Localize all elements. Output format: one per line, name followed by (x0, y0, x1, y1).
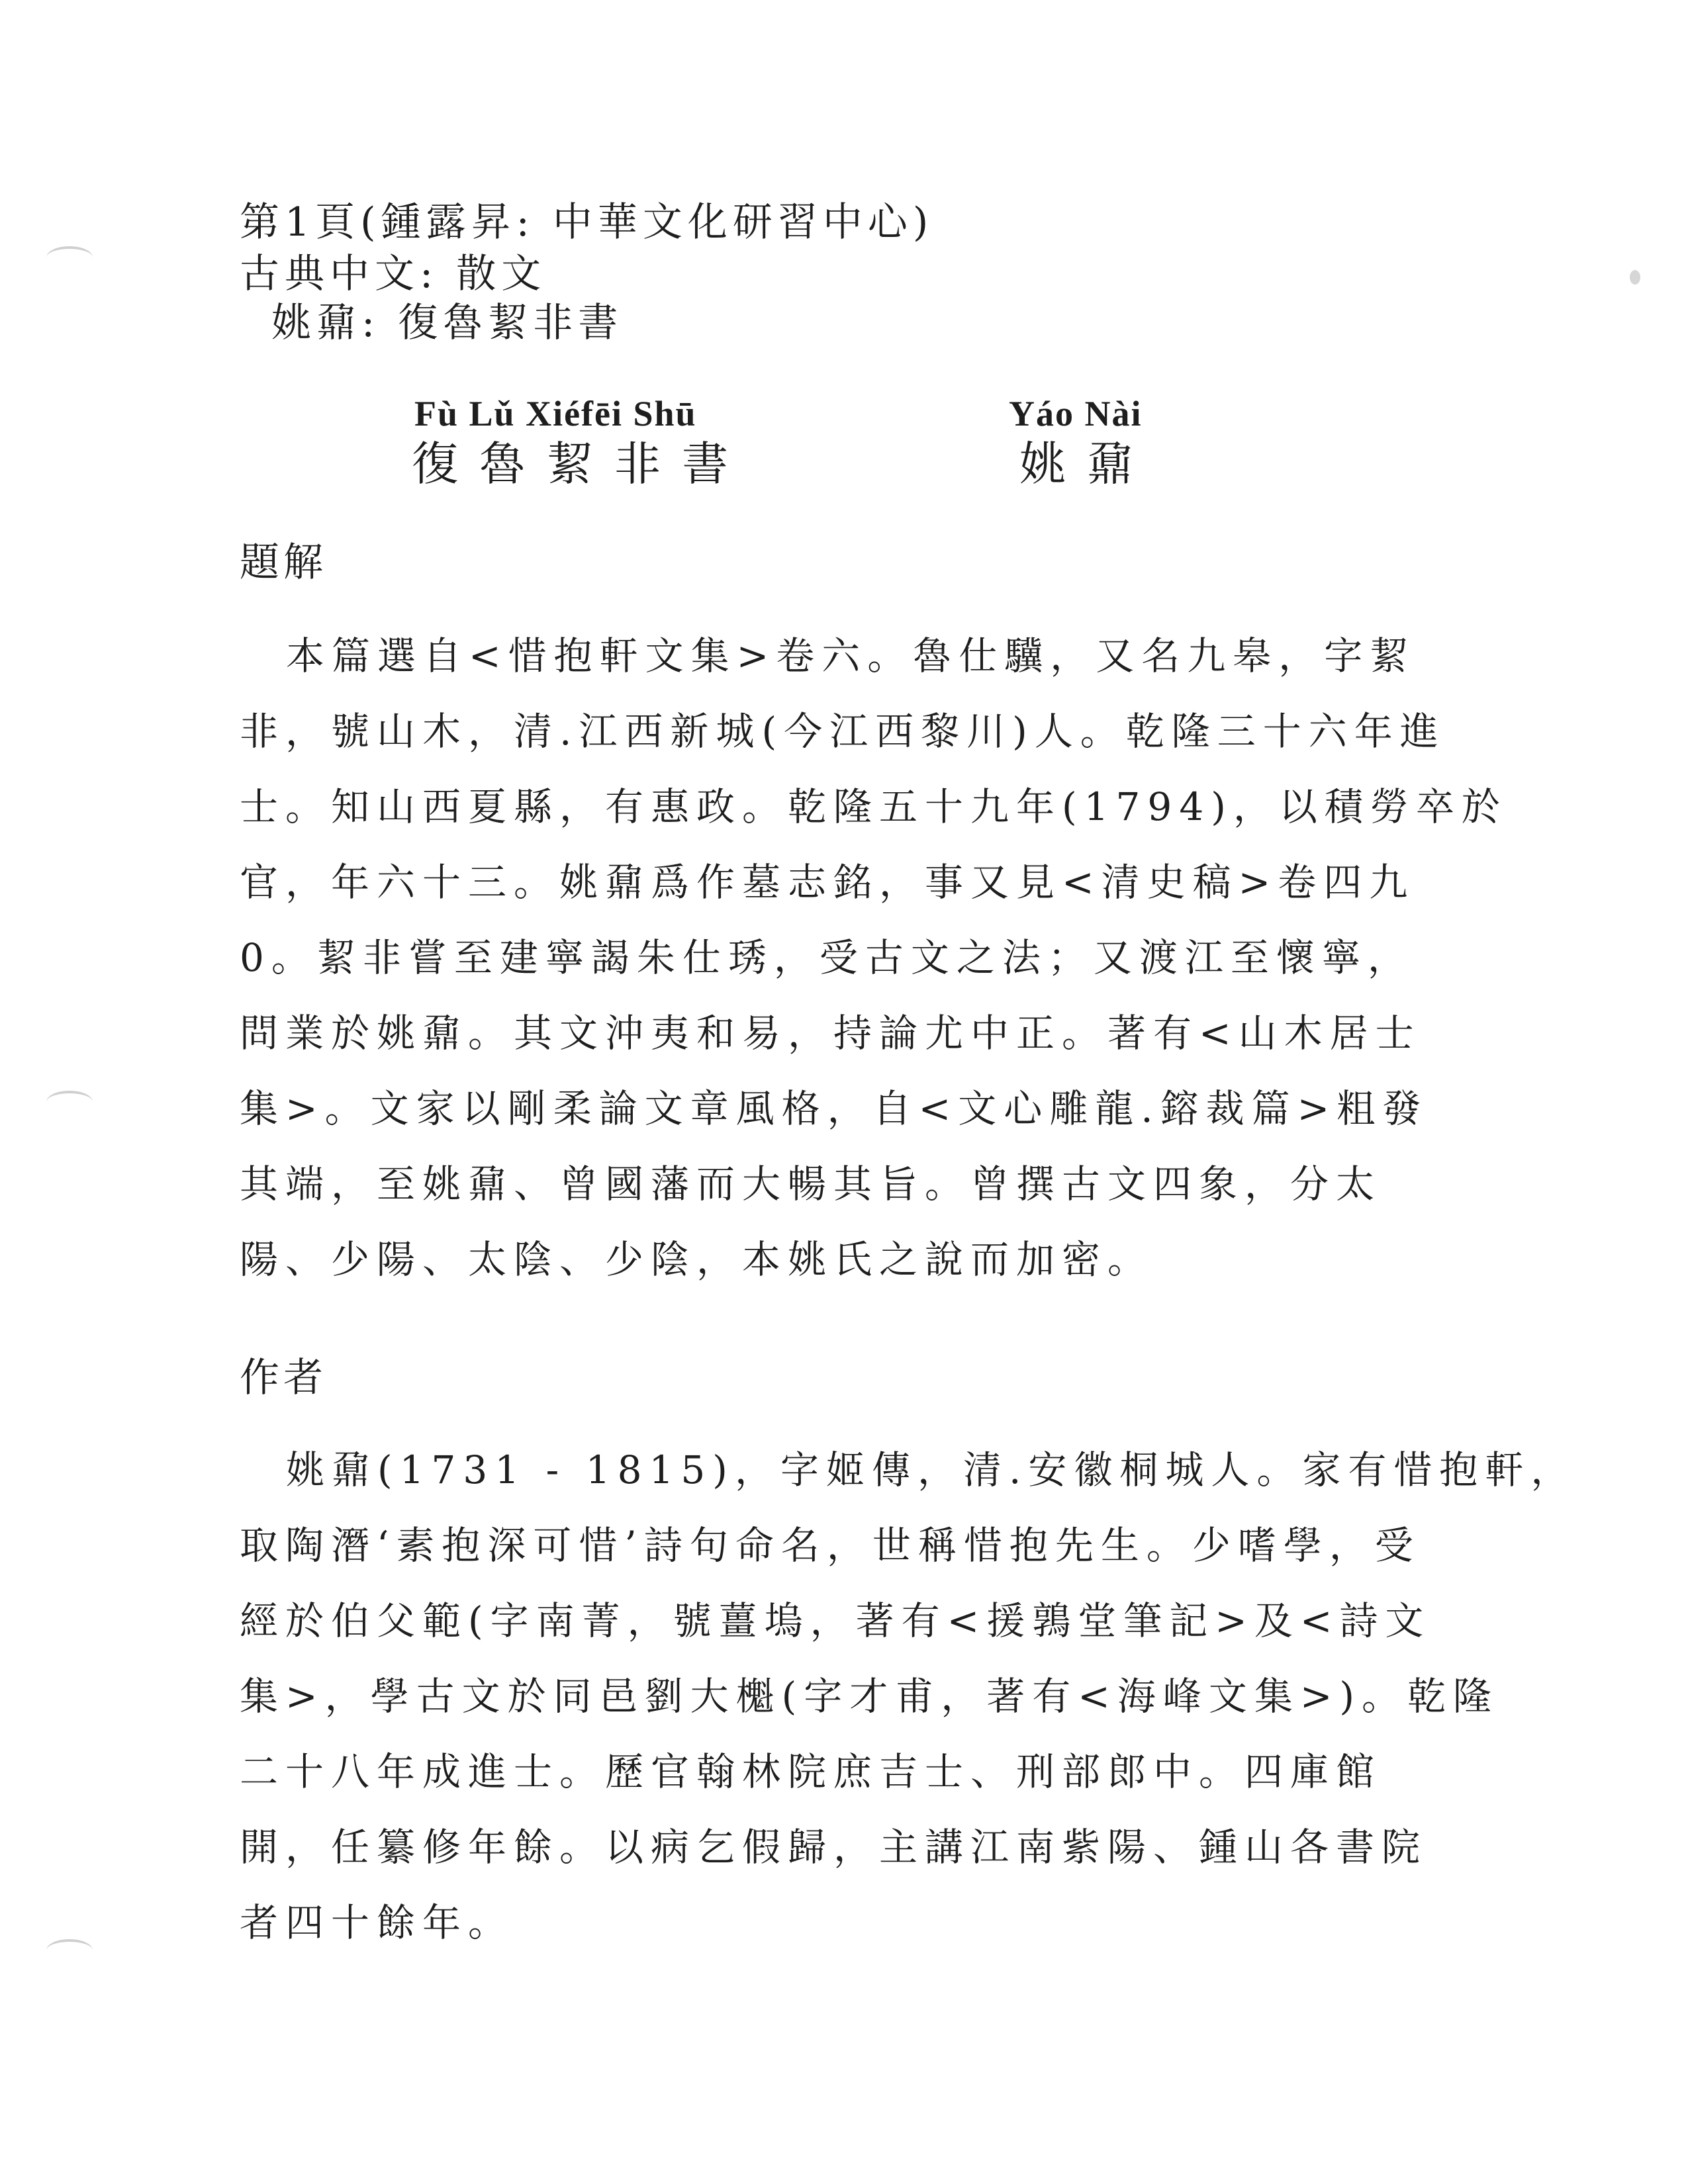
paragraph-line: 經於伯父範(字南菁，號薑塢，著有<援鶉堂筆記>及<詩文 (240, 1598, 1431, 1643)
paragraph-line: 陽、少陽、太陰、少陰，本姚氏之說而加密。 (240, 1237, 1154, 1282)
scan-mark (46, 1939, 93, 1962)
paragraph-line: 官，年六十三。姚鼐爲作墓志銘，事又見<清史稿>卷四九 (240, 860, 1415, 905)
header-page-source: 第1頁(鍾露昇: 中華文化研習中心) (240, 199, 934, 246)
paragraph-line: 集>。文家以剛柔論文章風格，自<文心雕龍.鎔裁篇>粗發 (240, 1086, 1429, 1131)
paragraph-line: 士。知山西夏縣，有惠政。乾隆五十九年(1794)，以積勞卒於 (240, 784, 1507, 829)
author-chinese: 姚鼐 (1019, 437, 1154, 491)
title-pinyin: Fù Lǔ Xiéfēi Shū (414, 394, 697, 433)
header-category: 古典中文: 散文 (240, 251, 547, 297)
paragraph-line: 取陶潛‘素抱深可惜’詩句命名，世稱惜抱先生。少嗜學，受 (240, 1523, 1421, 1568)
paragraph-line: 開，任纂修年餘。以病乞假歸，主講江南紫陽、鍾山各書院 (240, 1825, 1428, 1870)
scan-mark (46, 1091, 93, 1113)
paragraph-line: 二十八年成進士。歷官翰林院庶吉士、刑部郎中。四庫館 (240, 1749, 1382, 1794)
section-heading-author: 作者 (240, 1355, 327, 1401)
paragraph-line: 者四十餘年。 (240, 1900, 514, 1945)
header-title: 姚鼐: 復魯絜非書 (271, 300, 624, 346)
paragraph-line: 本篇選自<惜抱軒文集>卷六。魯仕驥，又名九皋，字絜 (286, 633, 1416, 678)
paragraph-line: 其端，至姚鼐、曾國藩而大暢其旨。曾撰古文四象，分太 (240, 1161, 1382, 1206)
author-pinyin: Yáo Nài (1009, 394, 1143, 433)
section-heading-explanation: 題解 (240, 539, 327, 586)
paragraph-line: 非，號山木，清.江西新城(今江西黎川)人。乾隆三十六年進 (240, 709, 1446, 754)
paragraph-line: 問業於姚鼐。其文沖夷和易，持論尤中正。著有<山木居士 (240, 1011, 1421, 1056)
paragraph-line: 姚鼐(1731 - 1815)，字姬傳，清.安徽桐城人。家有惜抱軒， (286, 1447, 1577, 1492)
scan-dust (1630, 270, 1640, 285)
paragraph-line: 集>，學古文於同邑劉大櫆(字才甫，著有<海峰文集>)。乾隆 (240, 1674, 1499, 1719)
paragraph-line: 0。絜非嘗至建寧謁朱仕琇，受古文之法；又渡江至懷寧， (240, 935, 1413, 980)
title-chinese: 復魯絜非書 (412, 437, 749, 491)
scan-mark (46, 246, 93, 269)
